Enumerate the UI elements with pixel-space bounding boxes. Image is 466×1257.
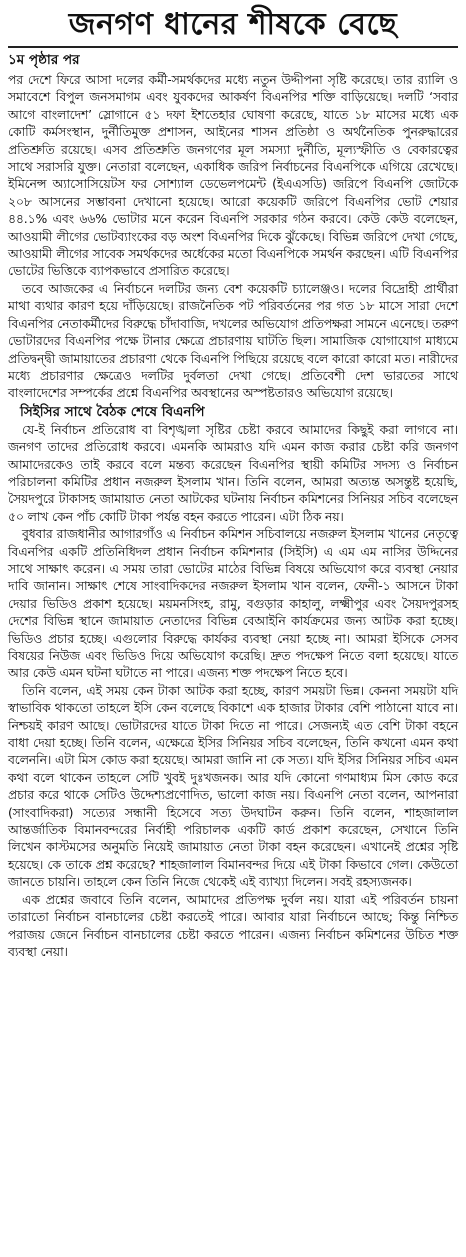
continued-from-label: ১ম পৃষ্ঠার পর [8,52,80,68]
body-paragraph: বুধবার রাজধানীর আগারগাঁও এ নির্বাচন কমিশন সচিবালয়ে নজরুল ইসলাম খানের নেতৃত্বে বিএনপির একটি প্রতিনিধিদল প্রধান নির্বাচন কমিশনার (সিইসি) এ এম এম নাসির উদ্দিনের সাথে সাক্ষাৎ করেন। এ সময় তারা ভোটের মাঠের বিভিন্ন বিষয়ে অভিযোগ করে ব্যবস্থা নেয়ার দাবি জানান। সাক্ষাৎ শেষে সাংবাদিকদের নজরুল ইসলাম খান বলেন, ফেনী-১ আসনে টাকা দেয়ার ভিডিও প্রকাশ হয়েছে। ময়মনসিংহ, রামু, বগুড়ার কাহালু, লক্ষ্মীপুর এবং সৈয়দপুরসহ দেশের বিভিন্ন স্থানে জামায়াত নেতাদের বিভিন্ন বেআইনি কার্যক্রমের জন্য আটক করা হচ্ছে। ভিডিও প্রচার হচ্ছে। এগুলোর বিরুদ্ধে কার্যকর ব্যবস্থা নেয়া হচ্ছে না। আমরা ইসিকে সেসব বিষয়ের নিউজ এবং ভিডিও দিয়ে অভিযোগ করেছি। দ্রুত পদক্ষেপ নিতে বলা হয়েছে। যাতে আর কেউ এমন ঘটনা ঘটাতে না পারে। এজন্য শক্ত পদক্ষেপ নিতে হবে। [8,526,458,681]
headline: জনগণ ধানের শীষকে বেছে [68,7,398,42]
body-paragraph: তিনি বলেন, এই সময় কেন টাকা আটক করা হচ্ছে, কারণ সময়টা ভিন্ন। কেননা সময়টা যদি স্বাভাবিক থাকতো তাহলে ইসি কেন বলেছে বিকাশে এক হাজার টাকার বেশি পাঠানো যাবে না। নিশ্চয়ই কারণ আছে। ভোটারদের যাতে টাকা দিতে না পারে। সেজন্যই এত বেশি টাকা বহনে বাধা দেয়া হচ্ছে। তিনি বলেন, এক্ষেত্রে ইসির সিনিয়র সচিব বলেছেন, তিনি কখনো এমন কথা বলেননি। এটা মিস কোড করা হয়েছে। আমরা জানি না কে সত্য। যদি ইসির সিনিয়র সচিব এমন কথা বলে থাকেন তাহলে সেটি খুবই দুঃখজনক। আর যদি কোনো গণমাধ্যম মিস কোড করে প্রচার করে থাকে সেটিও উদ্দেশ্যপ্রণোদিত, ভালো কাজ নয়। বিএনপি নেতা বলেন, আপনারা (সাংবাদিকরা) সত্যের সন্ধানী হিসেবে সত্য উদঘাটন করুন। তিনি বলেন, শাহজালাল আন্তর্জাতিক বিমানবন্দরের নির্বাহী পরিচালক একটি কার্ড প্রকাশ করেছেন, সেখানে তিনি লিখেন কাস্টমসের অনুমতি নিয়েই জামায়াত নেতা টাকা বহন করেছেন। এখানেই প্রশ্নের সৃষ্টি হয়েছে। কে তাকে প্রশ্ন করেছে? শাহজালাল বিমানবন্দর দিয়ে এই টাকা কিভাবে গেল। কেউতো জানতে চায়নি। তাহলে কেন তিনি নিজে থেকেই এই ব্যাখ্যা দিলেন। সবই রহস্যজনক। [8,682,458,890]
body-paragraph: তবে আজকের এ নির্বাচনে দলটির জন্য বেশ কয়েকটি চ্যালেঞ্জও। দলের বিদ্রোহী প্রার্থীরা মাথা ব্যথার কারণ হয়ে দাঁড়িয়েছে। রাজনৈতিক পট পরিবর্তনের পর গত ১৮ মাসে সারা দেশে বিএনপির নেতাকর্মীদের বিরুদ্ধে চাঁদাবাজি, দখলের অভিযোগ প্রতিপক্ষরা সামনে এনেছে। তরুণ ভোটারদের বিএনপির পক্ষে টানার ক্ষেত্রে প্রচারণায় ঘাটতি ছিল। সামাজিক যোগাযোগ মাধ্যমে প্রতিদ্বন্দ্বী জামায়াতের প্রচারণা থেকে বিএনপি পিছিয়ে রয়েছে বলে কারো কারো মত। নারীদের মধ্যে প্রচারণার ক্ষেত্রেও দলটির দুর্বলতা দেখা গেছে। প্রতিবেশী দেশ ভারতের সাথে বাংলাদেশের সম্পর্কের প্রশ্নে বিএনপির অবস্থানের অস্পষ্টতারও অভিযোগ রয়েছে। [8,280,459,401]
article-body [8,71,458,960]
body-paragraph: যে-ই নির্বাচন প্রতিরোধ বা বিশৃঙ্খলা সৃষ্টির চেষ্টা করবে আমাদের কিছুই করা লাগবে না। জনগণ তাদের প্রতিরোধ করবে। এমনকি আমরাও যদি এমন কাজ করার চেষ্টা করি জনগণ আমাদেরকেও তাই করবে বলে মন্তব্য করেছেন বিএনপির স্থায়ী কমিটির সদস্য ও নির্বাচন পরিচালনা কমিটির প্রধান নজরুল ইসলাম খান। তিনি বলেন, আমরা অত্যন্ত অসন্তুষ্ট হয়েছি, সৈয়দপুরে টাকাসহ জামায়াত নেতা আটকের ঘটনায় নির্বাচন কমিশনের সিনিয়র সচিব বলেছেন ৫০ লাখ কেন পাঁচ কোটি টাকা পর্যন্ত বহন করতে পারেন। এটা ঠিক নয়। [8,421,458,524]
body-paragraph: পর দেশে ফিরে আসা দলের কর্মী-সমর্থকদের মধ্যে নতুন উদ্দীপনা সৃষ্টি করেছে। তার র‍্যালি ও সমাবেশে বিপুল জনসমাগম এবং যুবকদের আকর্ষণ বিএনপির শক্তি বাড়িয়েছে। দলটি ‘সবার আগে বাংলাদেশ’ স্লোগানে ৫১ দফা ইশতেহার ঘোষণা করেছে, যাতে ১৮ মাসের মধ্যে এক কোটি কর্মসংস্থান, দুর্নীতিমুক্ত প্রশাসন, আইনের শাসন প্রতিষ্ঠা ও অর্থনৈতিক পুনরুদ্ধারের প্রতিশ্রুতি রয়েছে। এসব প্রতিশ্রুতি জনগণের মূল সমস্যা দুর্নীতি, মূল্যস্ফীতি ও বেকারত্বের সাথে সরাসরি যুক্ত। নেতারা বলেছেন, একাধিক জরিপ নির্বাচনের বিএনপিকে এগিয়ে রেখেছে। ইমিনেন্স অ্যাসোসিয়েটস ফর সোশ্যাল ডেভেলপমেন্ট (ইএএসডি) জরিপে বিএনপি জোটকে ২০৮ আসনের সম্ভাবনা দেখানো হয়েছে। আরো কয়েকটি জরিপে বিএনপির ভোট শেয়ার ৪৪.১% এবং ৬৬% ভোটার মনে করেন বিএনপি সরকার গঠন করবে। কেউ কেউ বলেছেন, আওয়ামী লীগের ভোটব্যাংকের বড় অংশ বিএনপির দিকে ঝুঁকেছে। বিভিন্ন জরিপে দেখা গেছে, আওয়ামী লীগের সাবেক সমর্থকদের অর্ধেকের মতো বিএনপিকে সমর্থন করছেন। এটি বিএনপির ভোটের ভিত্তিকে ব্যাপকভাবে প্রসারিত করেছে। [8,72,458,279]
body-paragraph: এক প্রশ্নের জবাবে তিনি বলেন, আমাদের প্রতিপক্ষ দুর্বল নয়। যারা এই পরিবর্তন চায়না তারাতো নির্বাচন বানচালের চেষ্টা করতেই পারে। আবার যারা নির্বাচনে আছে; কিন্তু নিশ্চিত পরাজয় জেনে নির্বাচন বানচালের চেষ্টা করতে পারেন। এজন্য নির্বাচন কমিশনের উচিত শক্ত ব্যবস্থা নেয়া। [8,891,458,959]
headline-divider [8,46,458,48]
subheading: সিইসির সাথে বৈঠক শেষে বিএনপি [20,403,205,420]
